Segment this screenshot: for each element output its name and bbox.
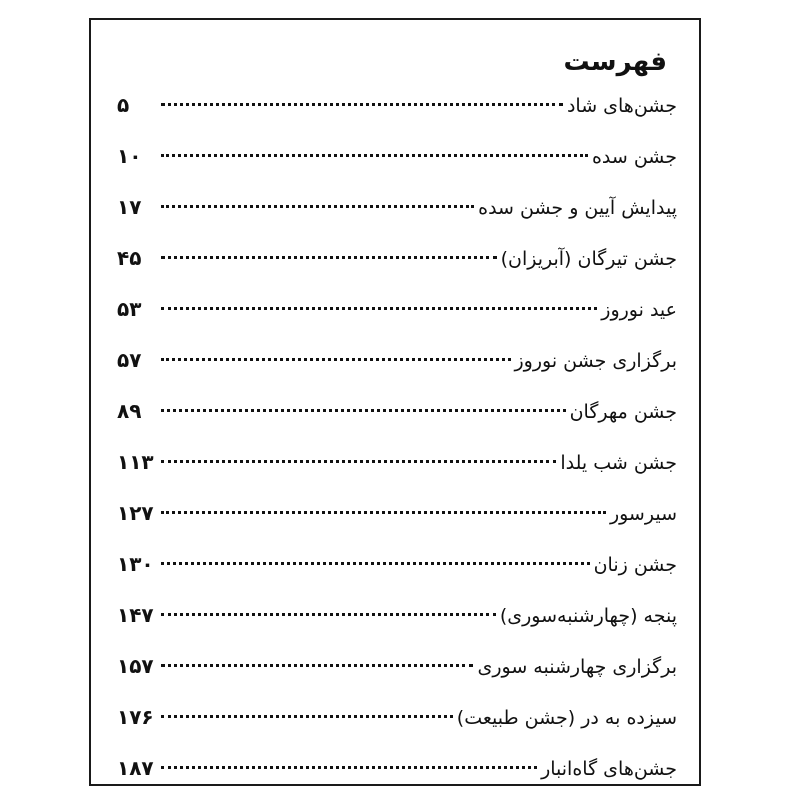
- toc-entry[interactable]: [117, 641, 677, 692]
- dot-leader: [161, 307, 597, 310]
- toc-entry[interactable]: [117, 335, 677, 386]
- toc-entry-page: ۵۳: [117, 297, 142, 321]
- toc-entry[interactable]: [117, 488, 677, 539]
- toc-entry-page: ۱۵۷: [117, 654, 154, 678]
- toc-entry[interactable]: [117, 284, 677, 335]
- toc-entry-label: جشن‌های شاد: [566, 95, 677, 117]
- dot-leader: [161, 409, 566, 412]
- toc-entry-page: ۱۴۷: [117, 603, 154, 627]
- toc-entry[interactable]: [117, 131, 677, 182]
- page-frame: [89, 18, 701, 786]
- toc-entry-label: جشن زنان: [593, 554, 677, 576]
- toc-title: فهرست: [563, 47, 667, 77]
- toc-entry[interactable]: [117, 590, 677, 641]
- dot-leader: [161, 562, 590, 565]
- toc-entry-page: ۱۱۳: [117, 450, 154, 474]
- toc-entry-label: جشن تیرگان (آبریزان): [500, 248, 677, 270]
- toc-entry-page: ۱۸۷: [117, 756, 154, 780]
- toc-entry-label: پیدایش آیین و جشن سده: [478, 197, 677, 219]
- toc-entry-label: پنجه (چهارشنبه‌سوری): [499, 605, 677, 627]
- toc-entry-label: سیرسور: [609, 503, 677, 525]
- toc-list: [117, 80, 677, 794]
- dot-leader: [161, 358, 511, 361]
- toc-entry[interactable]: [117, 743, 677, 794]
- toc-entry[interactable]: [117, 692, 677, 743]
- toc-entry-page: ۸۹: [117, 399, 142, 423]
- toc-entry-label: برگزاری چهارشنبه سوری: [477, 656, 677, 678]
- toc-entry-page: ۱۷۶: [117, 705, 154, 729]
- toc-entry[interactable]: [117, 386, 677, 437]
- toc-entry[interactable]: [117, 437, 677, 488]
- toc-entry-label: سیزده به در (جشن طبیعت): [456, 707, 677, 729]
- dot-leader: [161, 154, 588, 157]
- toc-entry-page: ۵: [117, 93, 130, 117]
- toc-entry-page: ۱۰: [117, 144, 142, 168]
- toc-entry-page: ۱۷: [117, 195, 142, 219]
- toc-entry-label: عید نوروز: [601, 299, 677, 321]
- dot-leader: [161, 715, 453, 718]
- toc-entry-page: ۱۳۰: [117, 552, 154, 576]
- toc-entry-label: جشن مهرگان: [569, 401, 677, 423]
- toc-entry[interactable]: [117, 182, 677, 233]
- toc-entry[interactable]: [117, 233, 677, 284]
- toc-entry-label: جشن شب یلدا: [560, 452, 677, 474]
- toc-entry[interactable]: [117, 539, 677, 590]
- dot-leader: [161, 511, 606, 514]
- toc-entry-page: ۵۷: [117, 348, 142, 372]
- dot-leader: [161, 205, 474, 208]
- dot-leader: [161, 256, 497, 259]
- toc-entry-label: برگزاری جشن نوروز: [514, 350, 677, 372]
- dot-leader: [161, 460, 556, 463]
- toc-entry-label: جشن‌های گاه‌انبار: [541, 758, 677, 780]
- toc-entry-label: جشن سده: [591, 146, 677, 168]
- toc-entry[interactable]: [117, 80, 677, 131]
- dot-leader: [161, 664, 473, 667]
- toc-entry-page: ۴۵: [117, 246, 142, 270]
- dot-leader: [161, 103, 563, 106]
- toc-entry-page: ۱۲۷: [117, 501, 154, 525]
- dot-leader: [161, 766, 537, 769]
- dot-leader: [161, 613, 496, 616]
